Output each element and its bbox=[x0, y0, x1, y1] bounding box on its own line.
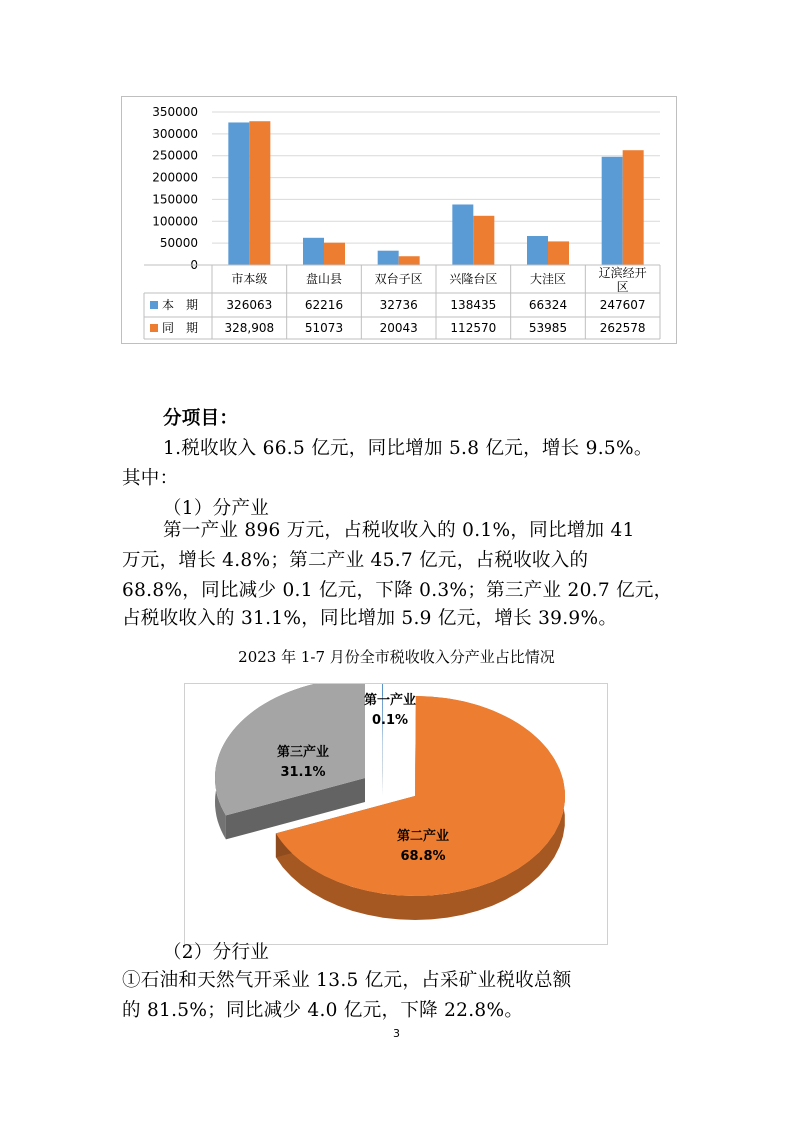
legend-label: 本 期 bbox=[162, 298, 199, 312]
bar-chart bbox=[121, 96, 677, 344]
legend-label: 同 期 bbox=[162, 321, 199, 335]
data-label: 32736 bbox=[379, 298, 418, 312]
pie-chart bbox=[184, 683, 608, 945]
bar-prior bbox=[399, 256, 420, 265]
pie-category-label: 第三产业 bbox=[276, 745, 330, 760]
paragraph-line: 68.8%，同比减少 0.1 亿元，下降 0.3%；第三产业 20.7 亿元， bbox=[122, 580, 673, 601]
x-tick-label: 盘山县 bbox=[305, 272, 343, 286]
bar-prior bbox=[324, 243, 345, 265]
data-label: 112570 bbox=[450, 321, 497, 335]
data-label: 138435 bbox=[450, 298, 497, 312]
bar-current bbox=[303, 238, 324, 265]
bar-prior bbox=[548, 241, 569, 265]
bar-current bbox=[452, 204, 473, 265]
paragraph-line: 其中： bbox=[122, 468, 179, 489]
pie-value-label: 0.1% bbox=[371, 713, 409, 728]
data-label: 326063 bbox=[226, 298, 273, 312]
section-heading: 分项目： bbox=[163, 408, 239, 429]
pie-chart-title: 2023 年 1-7 月份全市税收收入分产业占比情况 bbox=[238, 648, 555, 666]
bar-current bbox=[378, 251, 399, 265]
bar-current bbox=[527, 236, 548, 265]
bar-prior bbox=[473, 216, 494, 265]
y-tick-label: 0 bbox=[190, 258, 198, 272]
pie-category-label: 第一产业 bbox=[363, 693, 417, 708]
bar-prior bbox=[249, 121, 270, 265]
paragraph-line: ①石油和天然气开采业 13.5 亿元，占采矿业税收总额 bbox=[122, 970, 572, 991]
y-tick-label: 350000 bbox=[152, 105, 198, 119]
data-label: 262578 bbox=[599, 321, 646, 335]
paragraph-line: 第一产业 896 万元，占税收收入的 0.1%，同比增加 41 bbox=[163, 520, 635, 541]
x-tick-label: 兴隆台区 bbox=[449, 272, 498, 286]
data-label: 247607 bbox=[599, 298, 646, 312]
subheading: （2）分行业 bbox=[163, 942, 270, 963]
data-label: 62216 bbox=[304, 298, 344, 312]
x-tick-label: 大洼区 bbox=[529, 272, 567, 286]
data-label: 328,908 bbox=[224, 321, 275, 335]
y-tick-label: 200000 bbox=[152, 170, 198, 185]
x-tick-label: 辽滨经开 bbox=[598, 266, 647, 280]
paragraph-line: 万元，增长 4.8%；第二产业 45.7 亿元，占税收收入的 bbox=[122, 550, 589, 571]
data-label: 51073 bbox=[304, 321, 344, 335]
y-tick-label: 250000 bbox=[152, 148, 198, 163]
x-tick-label: 市本级 bbox=[231, 272, 268, 286]
pie-category-label: 第二产业 bbox=[396, 829, 450, 844]
data-label: 53985 bbox=[528, 321, 568, 335]
y-tick-label: 150000 bbox=[152, 192, 198, 207]
subheading: （1）分产业 bbox=[163, 498, 270, 519]
legend-key bbox=[150, 324, 158, 332]
legend-key bbox=[150, 301, 158, 309]
data-label: 66324 bbox=[528, 298, 568, 312]
data-label: 20043 bbox=[379, 321, 418, 335]
paragraph-line: 占税收收入的 31.1%，同比增加 5.9 亿元，增长 39.9%。 bbox=[122, 608, 618, 629]
pie-value-label: 68.8% bbox=[400, 849, 446, 864]
y-tick-label: 100000 bbox=[152, 214, 198, 229]
pie-value-label: 31.1% bbox=[280, 765, 326, 780]
y-tick-label: 50000 bbox=[159, 236, 198, 251]
bar-current bbox=[228, 122, 249, 265]
pie-chart-svg bbox=[185, 684, 609, 946]
bar-prior bbox=[623, 150, 644, 265]
x-tick-label: 区 bbox=[616, 280, 629, 294]
paragraph-line: 的 81.5%；同比减少 4.0 亿元，下降 22.8%。 bbox=[122, 1000, 524, 1021]
y-tick-label: 300000 bbox=[152, 126, 198, 141]
paragraph-line: 1.税收收入 66.5 亿元，同比增加 5.8 亿元，增长 9.5%。 bbox=[163, 438, 653, 459]
x-tick-label: 双台子区 bbox=[374, 272, 423, 286]
page-number: 3 bbox=[393, 1027, 400, 1040]
bar-current bbox=[602, 157, 623, 265]
bar-chart-svg bbox=[122, 97, 678, 345]
